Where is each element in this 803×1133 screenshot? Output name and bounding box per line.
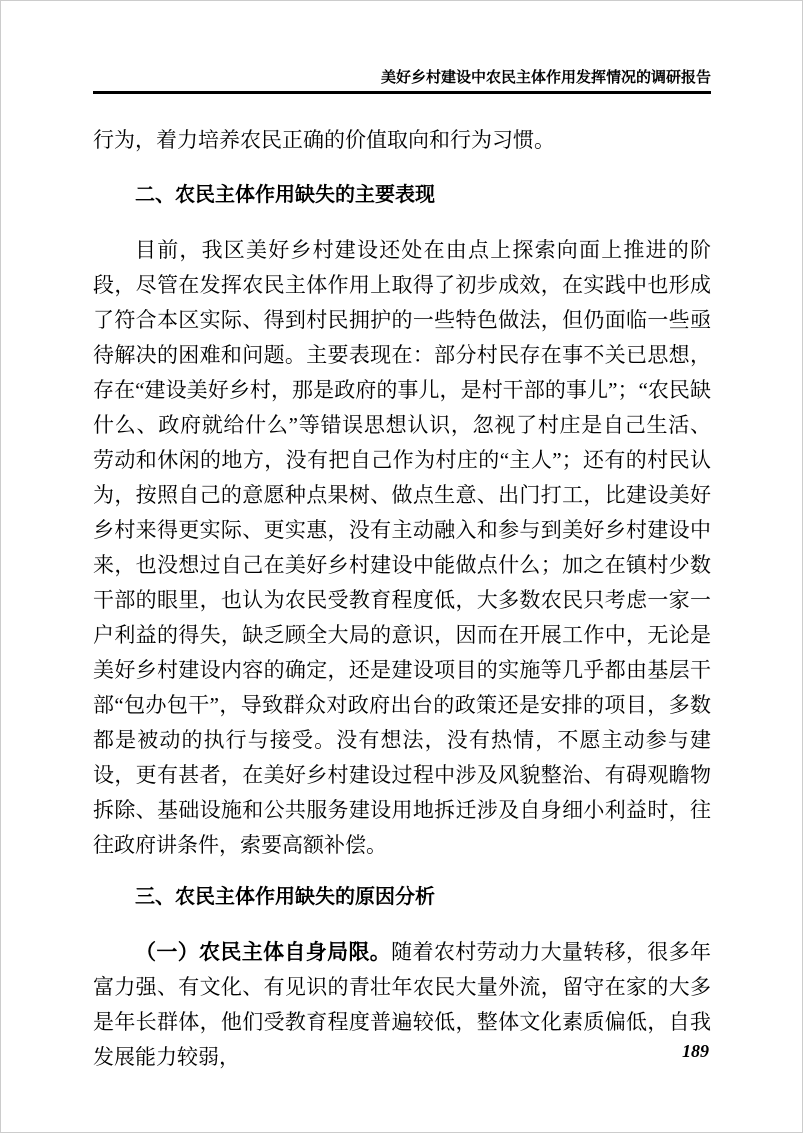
section-3-heading: 三、农民主体作用缺失的原因分析 <box>135 886 435 908</box>
section-3-paragraph-body: 随着农村劳动力大量转移，很多年富力强、有文化、有见识的青壮年农民大量外流，留守在家的大多是年长群体，他们受教育程度普遍较低，整体文化素质偏低，自我发展能力较弱， <box>93 940 712 1069</box>
page-number: 189 <box>682 1041 709 1061</box>
running-header <box>93 69 711 94</box>
section-2-heading: 二、农民主体作用缺失的主要表现 <box>135 184 435 206</box>
section-2-paragraph: 目前，我区美好乡村建设还处在由点上探索向面上推进的阶段，尽管在发挥农民主体作用上取得了初步成效，在实践中也形成了符合本区实际、得到村民拥护的一些特色做法，但仍面临一些亟待解决的困难和问题。主要表现在：部分村民存在事不关已思想，存在“建设美好乡村，那是政府的事儿，是村干部的事儿”；“农民缺什么、政府就给什么”等错误思想认识，忽视了村庄是自己生活、劳动和休闲的地方，没有把自己作为村庄的“主人”；还有的村民认为，按照自己的意愿种点果树、做点生意、出门打工，比建设美好乡村来得更实际、更实惠，没有主动融入和参与到美好乡村建设中来，也没想过自己在美好乡村建设中能做点什么；加之在镇村少数干部的眼里，也认为农民受教育程度低，大多数农民只考虑一家一户利益的得失，缺乏顾全大局的意识，因而在开展工作中，无论是美好乡村建设内容的确定，还是建设项目的实施等几乎都由基层干部“包办包干”，导致群众对政府出台的政策还是安排的项目，多数都是被动的执行与接受。没有想法，没有热情，不愿主动参与建设，更有甚者，在美好乡村建设过程中涉及风貌整治、有碍观瞻物拆除、基础设施和公共服务建设用地拆迁涉及自身细小利益时，往往政府讲条件，索要高额补偿。 <box>93 238 711 857</box>
section-3-paragraph <box>93 935 711 1075</box>
section-3-paragraph-lead: （一）农民主体自身局限。 <box>135 941 392 964</box>
paragraph-intro: 行为，着力培养农民正确的价值取向和行为习惯。 <box>93 128 555 152</box>
running-header-title: 美好乡村建设中农民主体作用发挥情况的调研报告 <box>380 69 711 86</box>
page-content <box>93 69 711 1075</box>
